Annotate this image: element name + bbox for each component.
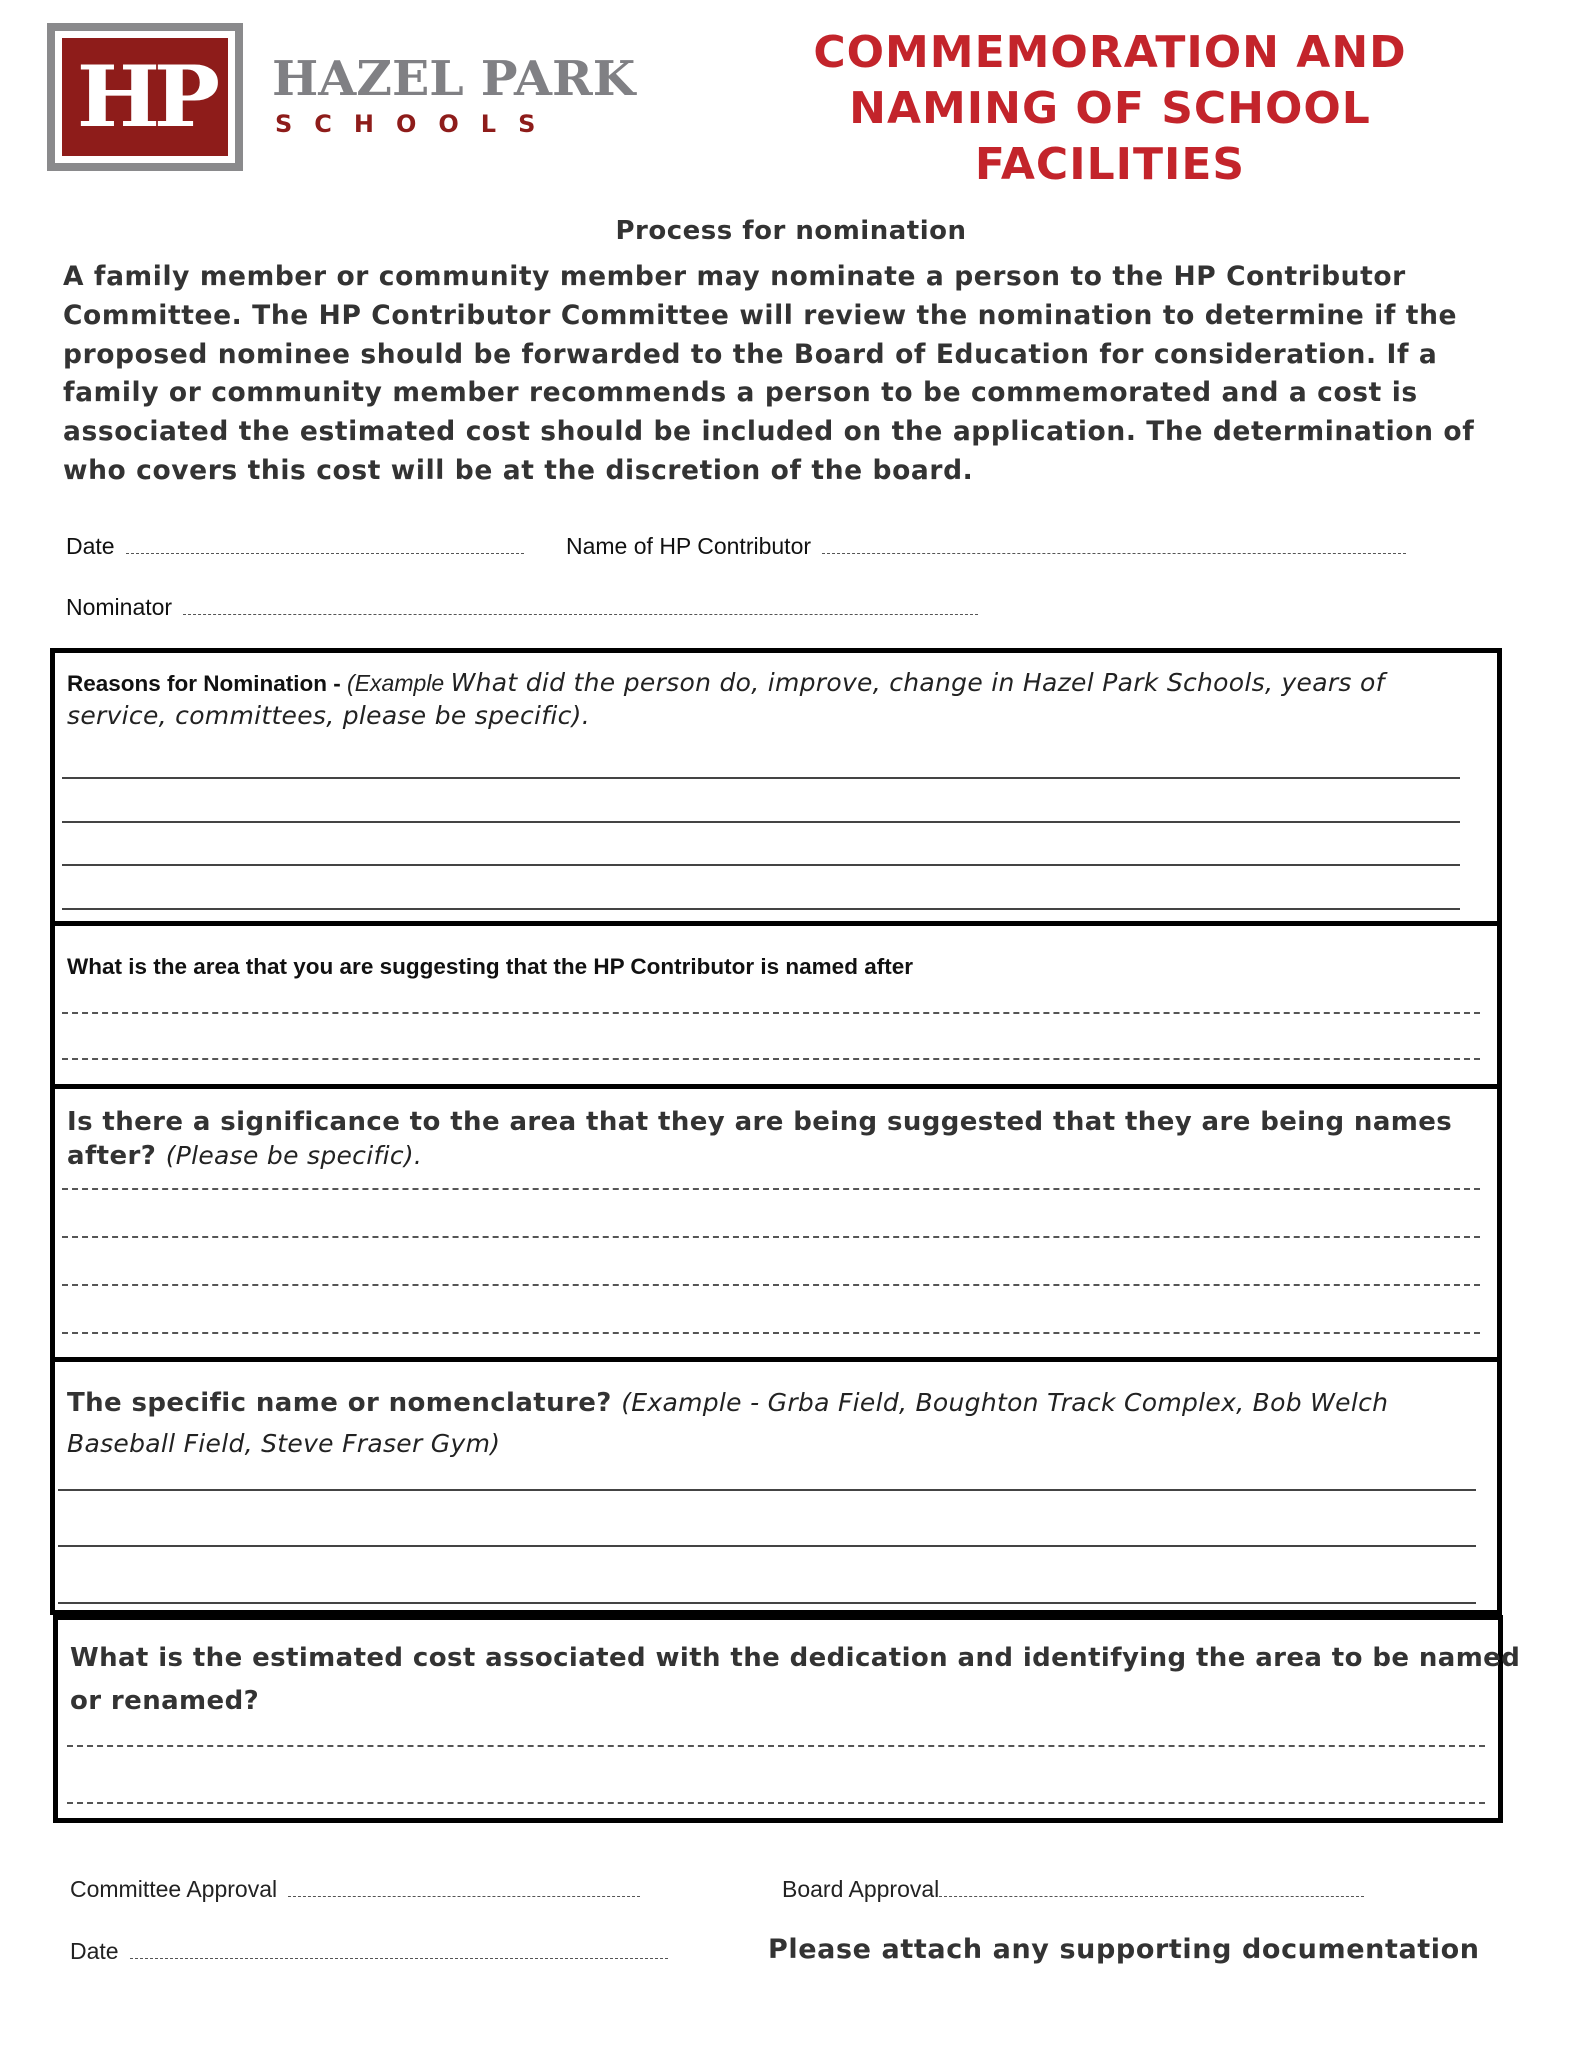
process-heading: Process for nomination (615, 216, 967, 246)
page-title (780, 25, 1440, 193)
reasons-label-block (67, 668, 1385, 734)
intro-line: proposed nominee should be forwarded to the Board of Education for consideration. If a (63, 338, 1438, 370)
nomenclature-answer-line-3[interactable] (58, 1602, 1476, 1604)
intro-paragraph (63, 258, 1543, 491)
board-approval-input-line[interactable] (939, 1878, 1364, 1897)
title-line-3: FACILITIES (974, 139, 1246, 190)
nominator-input-line[interactable] (183, 596, 978, 615)
reasons-answer-line-4[interactable] (62, 908, 1460, 910)
date-label: Date (66, 533, 115, 559)
nominator-field (66, 594, 978, 621)
intro-line: who covers this cost will be at the discretion of the board. (63, 454, 974, 486)
brand-name: HAZEL PARK (272, 51, 636, 107)
intro-line: associated the estimated cost should be included on the application. The determination of (63, 416, 1475, 448)
nominator-label: Nominator (66, 594, 173, 620)
attach-documentation-note: Please attach any supporting documentation (768, 1934, 1480, 1965)
reasons-answer-line-3[interactable] (62, 864, 1460, 866)
reasons-answer-line-2[interactable] (62, 821, 1460, 823)
nomenclature-example-line-2: Baseball Field, Steve Fraser Gym) (67, 1429, 501, 1458)
cost-label-line-1: What is the estimated cost associated with the dedication and identifying the area to be named (70, 1643, 1521, 1673)
nomenclature-section (50, 1357, 1502, 1615)
significance-section (50, 1084, 1502, 1362)
brand-subtitle: SCHOOLS (275, 110, 558, 138)
significance-answer-line-1[interactable] (62, 1188, 1480, 1190)
nomenclature-label-block (67, 1384, 1388, 1466)
area-section (50, 921, 1502, 1089)
area-answer-line-2[interactable] (62, 1058, 1480, 1060)
date-field (66, 533, 524, 560)
intro-line: family or community member recommends a person to be commemorated and a cost is (63, 377, 1418, 409)
reasons-example-prefix: (Example (347, 670, 451, 696)
logo-monogram: HP (76, 47, 214, 146)
area-answer-line-1[interactable] (62, 1012, 1480, 1014)
significance-label-block (67, 1107, 1452, 1174)
nomenclature-answer-line-2[interactable] (58, 1545, 1476, 1547)
footer-date-input-line[interactable] (130, 1940, 668, 1959)
footer-date-field (70, 1938, 668, 1965)
board-approval-field (782, 1876, 1364, 1903)
committee-approval-field (70, 1876, 640, 1903)
contributor-label: Name of HP Contributor (566, 533, 812, 559)
nomenclature-answer-line-1[interactable] (58, 1489, 1476, 1491)
hazel-park-logo (47, 23, 243, 171)
footer-date-label: Date (70, 1938, 119, 1964)
cost-label-line-2: or renamed? (70, 1686, 260, 1716)
reasons-example-line-2: service, committees, please be specific). (67, 701, 590, 730)
committee-approval-label: Committee Approval (70, 1876, 278, 1902)
significance-hint: (Please be specific). (165, 1141, 423, 1170)
cost-section (53, 1615, 1521, 1823)
reasons-section (50, 648, 1502, 926)
reasons-label: Reasons for Nomination - (67, 671, 348, 696)
significance-answer-line-2[interactable] (62, 1236, 1480, 1238)
significance-label-line-2: after? (67, 1141, 166, 1171)
intro-line: Committee. The HP Contributor Committee will review the nomination to determine if the (63, 299, 1458, 331)
significance-answer-line-3[interactable] (62, 1284, 1480, 1286)
area-label: What is the area that you are suggesting that the HP Contributor is named after (67, 954, 913, 979)
area-label-block (67, 954, 913, 980)
intro-line: A family member or community member may nominate a person to the HP Contributor (63, 261, 1406, 292)
cost-answer-line-1[interactable] (67, 1745, 1485, 1747)
significance-answer-line-4[interactable] (62, 1332, 1480, 1334)
reasons-example-line-1: What did the person do, improve, change in Hazel Park Schools, years of (450, 668, 1385, 697)
cost-label-block (70, 1638, 1520, 1724)
date-input-line[interactable] (126, 535, 524, 554)
board-approval-label: Board Approval (782, 1876, 940, 1902)
nomenclature-label: The specific name or nomenclature? (67, 1388, 622, 1418)
reasons-answer-line-1[interactable] (62, 777, 1460, 779)
significance-label-line-1: Is there a significance to the area that they are being suggested that they are being names (67, 1107, 1453, 1137)
committee-approval-input-line[interactable] (288, 1878, 640, 1897)
contributor-field (566, 533, 1406, 560)
nomenclature-example-line-1: (Example - Grba Field, Boughton Track Complex, Bob Welch (621, 1388, 1389, 1417)
title-line-2: NAMING OF SCHOOL (849, 83, 1371, 134)
title-line-1: COMMEMORATION AND (813, 27, 1407, 78)
logo-red-block (62, 38, 228, 156)
contributor-input-line[interactable] (822, 535, 1406, 554)
logo-inner-border (55, 31, 235, 163)
cost-answer-line-2[interactable] (67, 1802, 1485, 1804)
